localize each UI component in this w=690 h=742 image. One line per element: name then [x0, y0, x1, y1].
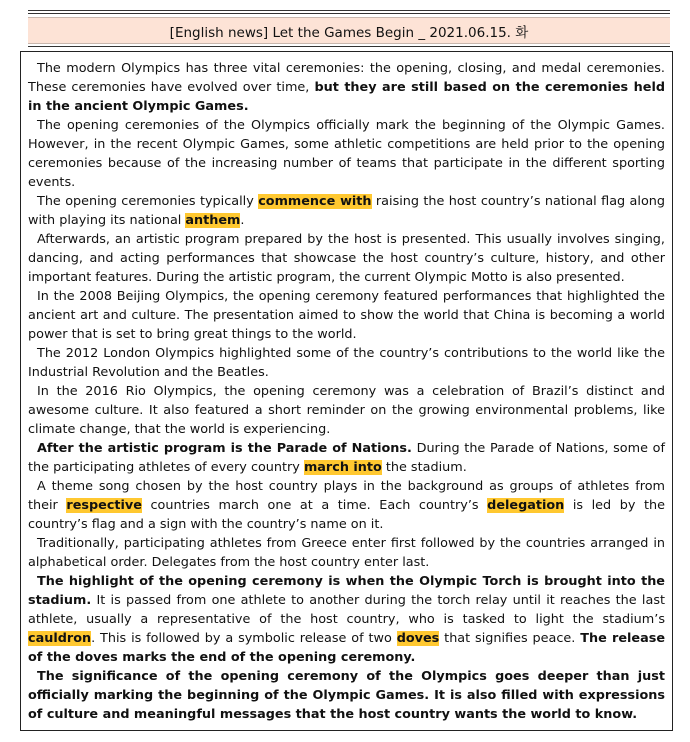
text-segment: During the Parade of Nations, some of the participating athletes of every country [28, 441, 665, 475]
paragraph-1 [28, 59, 665, 116]
paragraph-5 [28, 287, 665, 344]
highlighted-term: commence with [258, 194, 372, 209]
bold-text-segment: The highlight of the opening ceremony is when the Olympic Torch is brought into the stadium. [28, 574, 665, 608]
document-title: [English news] Let the Games Begin _ 2021.06.15. 화 [169, 24, 529, 41]
highlighted-term: delegation [487, 498, 565, 513]
text-segment: is led by the country’s flag and a sign with the country’s name on it. [28, 498, 666, 532]
text-segment: The opening ceremonies typically [37, 194, 259, 209]
highlighted-term: anthem [185, 213, 241, 228]
highlighted-term: respective [66, 498, 142, 513]
paragraph-12 [28, 667, 665, 724]
text-segment: countries march one at a time. Each country’s [141, 498, 488, 513]
text-segment: the stadium. [381, 460, 467, 475]
bold-text-segment: but they are still based on the ceremonies held in the ancient Olympic Games. [28, 80, 665, 114]
top-rule-2 [28, 13, 670, 14]
text-segment: raising the host country’s national flag along with playing its national [28, 194, 666, 228]
text-segment: . [240, 213, 245, 228]
text-segment: Afterwards, an artistic program prepared by the host is presented. This usually involves singing, dancing, and acting performances that showcase the host country’s culture, history, and other important features. During the artistic program, the current Olympic Motto is also presented. [28, 232, 665, 285]
paragraph-10 [28, 534, 665, 572]
text-segment: A theme song chosen by the host country plays in the background as groups of athletes from their [28, 479, 665, 513]
highlighted-term: cauldron [28, 631, 92, 646]
highlighted-term: doves [396, 631, 440, 646]
highlighted-term: march into [303, 460, 382, 475]
paragraph-9 [28, 477, 665, 534]
paragraph-2 [28, 116, 665, 192]
text-segment: It is passed from one athlete to another during the torch relay until it reaches the last athlete, usually a representative of the host country, who is tasked to light the stadium’s [28, 593, 665, 627]
text-segment: The opening ceremonies of the Olympics officially mark the beginning of the Olympic Games. However, in the recent Olympic Games, some athletic competitions are held prior to the opening ceremonies because of the increasing number of teams that participate in the different sporting events. [28, 118, 665, 190]
title-under-rule [28, 46, 670, 47]
text-segment: that signifies peace. [439, 631, 581, 646]
paragraph-11 [28, 572, 665, 667]
paragraph-4 [28, 230, 665, 287]
text-segment: In the 2008 Beijing Olympics, the opening ceremony featured performances that highlighted the ancient art and culture. The presentation aimed to show the world that China is becoming a world power that is set to bring great things to the world. [28, 289, 665, 342]
text-segment: Traditionally, participating athletes from Greece enter first followed by the countries arranged in alphabetical order. Delegates from the host country enter last. [28, 536, 665, 570]
document-title-bar [28, 17, 670, 44]
paragraph-6 [28, 344, 665, 382]
bold-text-segment: The release of the doves marks the end of the opening ceremony. [28, 631, 666, 665]
bold-text-segment: After the artistic program is the Parade of Nations. [37, 441, 412, 456]
paragraph-7 [28, 382, 665, 439]
text-segment: In the 2016 Rio Olympics, the opening ceremony was a celebration of Brazil’s distinct and awesome culture. It also featured a short reminder on the growing environmental problems, like climate change, that the world is experiencing. [28, 384, 665, 437]
paragraph-8 [28, 439, 665, 477]
text-segment: The 2012 London Olympics highlighted some of the country’s contributions to the world like the Industrial Revolution and the Beatles. [28, 346, 665, 380]
bold-text-segment: The significance of the opening ceremony of the Olympics goes deeper than just officially marking the beginning of the Olympic Games. It is also filled with expressions of culture and meaningful messages that the host country wants the world to know. [28, 669, 665, 722]
text-segment: The modern Olympics has three vital ceremonies: the opening, closing, and medal ceremonies. These ceremonies have evolved over time, [28, 61, 665, 95]
top-rule-1 [28, 10, 670, 11]
text-segment: . This is followed by a symbolic release of two [91, 631, 397, 646]
article-body [20, 51, 673, 731]
paragraph-3 [28, 192, 665, 230]
